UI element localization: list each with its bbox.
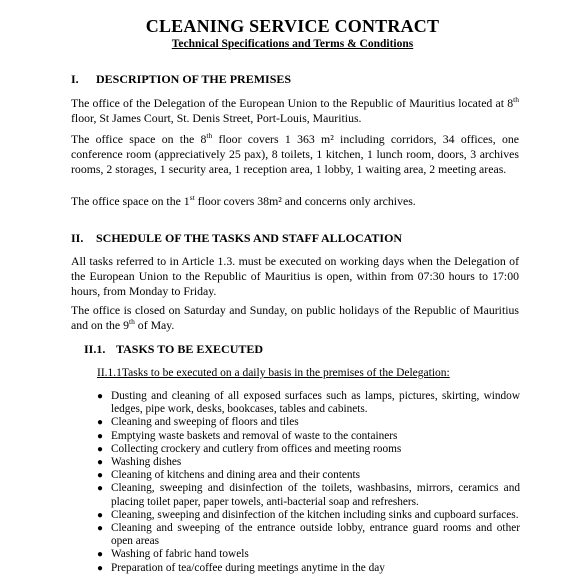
list-item <box>96 416 520 429</box>
text: floor covers 38m² and concerns only archives. <box>194 194 416 208</box>
bullet-icon: ● <box>97 443 104 455</box>
superscript: st <box>189 193 195 203</box>
list-item-text: Collecting crockery and cutlery from offices and meeting rooms <box>111 442 402 455</box>
list-item <box>96 562 520 575</box>
list-item-text: Cleaning of kitchens and dining area and their contents <box>111 469 361 482</box>
list-item <box>96 548 520 561</box>
paragraph-office-space-1st <box>71 194 519 209</box>
subsection-title: TASKS TO BE EXECUTED <box>116 342 264 356</box>
text: of May. <box>134 318 175 332</box>
list-item <box>96 390 520 416</box>
bullet-icon: ● <box>97 562 104 574</box>
section-heading-schedule <box>71 231 402 246</box>
list-item <box>96 430 520 443</box>
list-item <box>96 482 520 508</box>
list-item-text: Cleaning and sweeping of the entrance outside lobby, entrance guard rooms and other open areas <box>111 522 520 548</box>
section-title: SCHEDULE OF THE TASKS AND STAFF ALLOCATION <box>96 231 403 245</box>
list-item-text: Emptying waste baskets and removal of waste to the containers <box>111 429 398 442</box>
list-item-text: Dusting and cleaning of all exposed surfaces such as lamps, pictures, skirting, window ledges, pipe work, desks, bookcases, tables and cabinets. <box>111 390 520 416</box>
list-item-text: Cleaning and sweeping of floors and tiles <box>111 416 299 429</box>
section-number: I. <box>71 72 79 86</box>
subsection-heading-tasks <box>84 342 263 357</box>
bullet-icon: ● <box>97 391 104 402</box>
list-item-text: Cleaning, sweeping and disinfection of the toilets, washbasins, mirrors, ceramics and placing toilet paper, paper towels, anti-bacterial soap and refreshers. <box>111 482 520 508</box>
text: The office of the Delegation of the European Union to the Republic of Mauritius located at 8 <box>71 96 514 110</box>
list-item-text: Cleaning, sweeping and disinfection of the kitchen including sinks and cupboard surfaces. <box>111 508 519 521</box>
text: floor, St James Court, St. Denis Street, Port-Louis, Mauritius. <box>71 111 362 125</box>
bullet-icon: ● <box>97 523 104 535</box>
list-item <box>96 469 520 482</box>
list-item <box>96 522 520 548</box>
text: The office space on the 1 <box>71 194 190 208</box>
paragraph-office-location <box>71 96 519 126</box>
superscript: th <box>513 95 519 105</box>
bullet-icon: ● <box>97 470 104 482</box>
section-heading-description <box>71 72 291 87</box>
text: The office space on the 8 <box>71 132 207 146</box>
paragraph-working-days: All tasks referred to in Article 1.3. must be executed on working days when the Delegation of the European Union to the Republic of Mauritius is open, within from 07:30 hours to 17:00 hours, from Monday to Friday. <box>71 254 519 298</box>
list-item-text: Washing of fabric hand towels <box>111 548 249 561</box>
list-item-text: Preparation of tea/coffee during meetings anytime in the day <box>111 561 385 574</box>
bullet-icon: ● <box>97 549 104 561</box>
list-item-text: Washing dishes <box>111 456 182 469</box>
bullet-icon: ● <box>97 483 104 495</box>
list-item <box>96 443 520 456</box>
document-title: CLEANING SERVICE CONTRACT <box>145 16 440 36</box>
section-number: II. <box>71 231 84 245</box>
daily-tasks-list <box>96 390 520 575</box>
text: floor covers 1 363 m² including corridors, 34 offices, one conference room (appreciatively 25 pax), 8 toilets, 1 kitchen, 1 lunch room, doors, 3 archives rooms, 2 storages, 1 security area, 1 reception area, 1 lobby, 1 waiting area, 2 meeting areas. <box>71 132 519 176</box>
paragraph-office-closed <box>71 303 519 333</box>
section-title: DESCRIPTION OF THE PREMISES <box>96 72 292 86</box>
text: The office is closed on Saturday and Sunday, on public holidays of the Republic of Mauritius and on the 9 <box>71 303 519 332</box>
document-subtitle: Technical Specifications and Terms & Conditions <box>171 38 414 50</box>
paragraph-office-space-8th <box>71 132 519 177</box>
subsection-number: II.1. <box>84 342 106 356</box>
list-item <box>96 509 520 522</box>
daily-tasks-subheading: II.1.1Tasks to be executed on a daily basis in the premises of the Delegation: <box>97 367 450 379</box>
superscript: th <box>129 317 135 327</box>
bullet-icon: ● <box>97 457 104 469</box>
list-item <box>96 456 520 469</box>
bullet-icon: ● <box>97 430 104 442</box>
superscript: th <box>206 131 213 141</box>
bullet-icon: ● <box>97 509 104 521</box>
bullet-icon: ● <box>97 417 104 429</box>
